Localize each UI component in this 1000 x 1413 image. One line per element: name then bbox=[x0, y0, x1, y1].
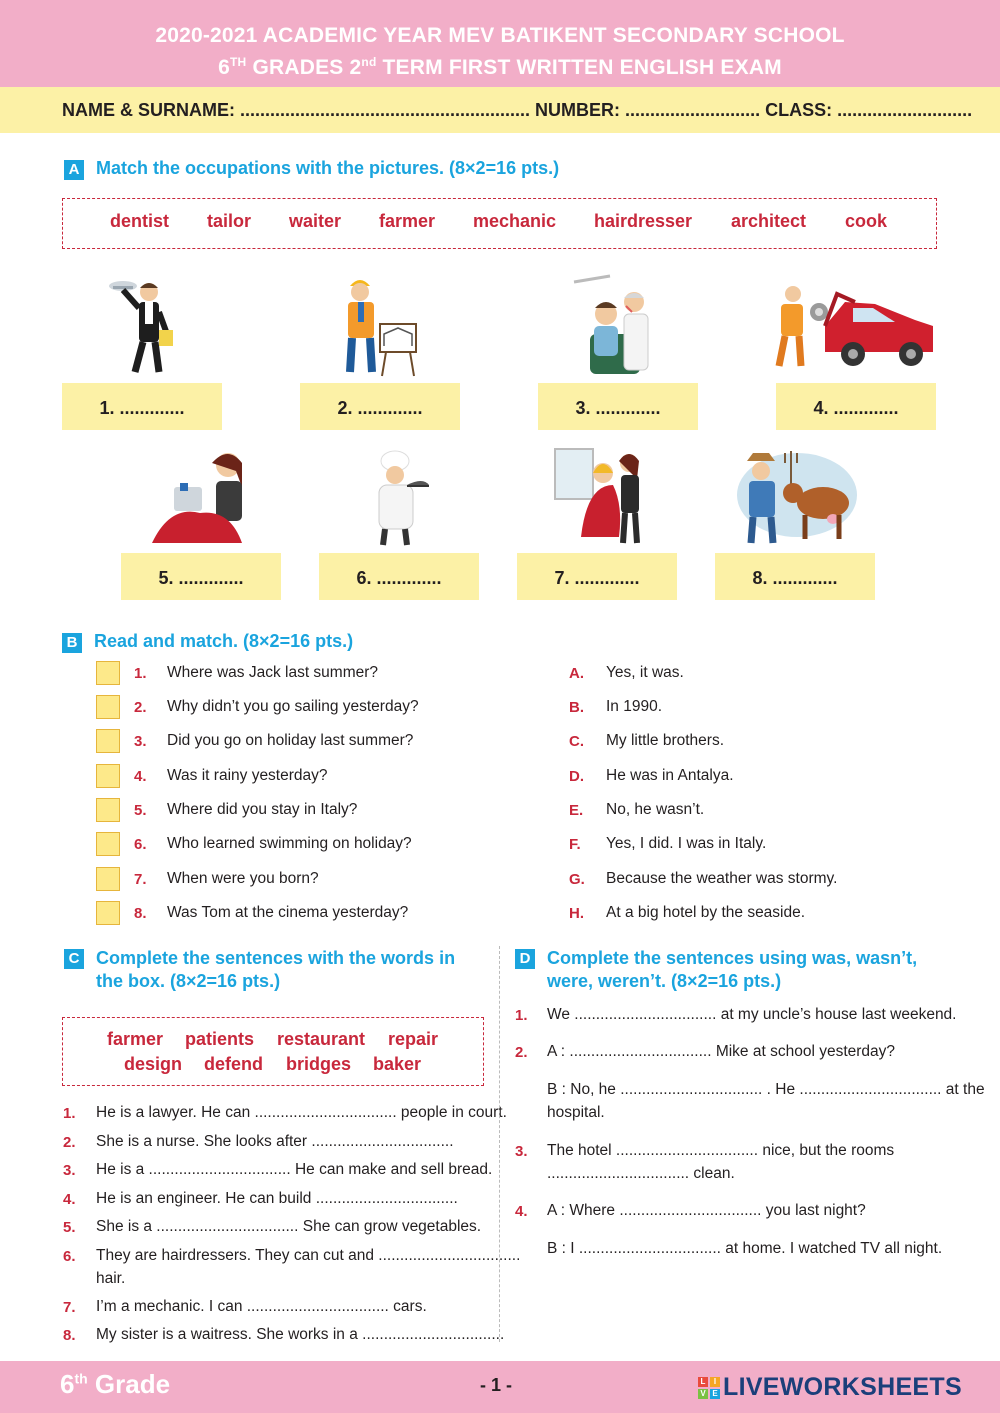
question-text: Where was Jack last summer? bbox=[167, 664, 379, 681]
section-d-badge: D bbox=[515, 949, 535, 969]
section-d-title-line-1: Complete the sentences using was, wasn’t, bbox=[547, 948, 918, 968]
answer-box-6[interactable]: 6. ............. bbox=[319, 553, 479, 600]
sentence-text: My sister is a waitress. She works in a ................................. bbox=[96, 1326, 505, 1343]
section-b-badge: B bbox=[62, 633, 82, 653]
word-baker: baker bbox=[373, 1054, 422, 1074]
sentence-text: We ................................. at my uncle’s house last weekend. bbox=[547, 1006, 957, 1023]
word-waiter: waiter bbox=[289, 211, 342, 231]
answer-text: No, he wasn’t. bbox=[606, 801, 705, 818]
answer-letter: C. bbox=[569, 733, 584, 750]
waiter-picture bbox=[105, 272, 185, 378]
question-text: Was it rainy yesterday? bbox=[167, 767, 328, 784]
question-text: When were you born? bbox=[167, 870, 319, 887]
answer-text: At a big hotel by the seaside. bbox=[606, 904, 806, 921]
answer-letter: A. bbox=[569, 665, 584, 682]
answer-box-5[interactable]: 5. ............. bbox=[121, 553, 281, 600]
answer-text: Yes, it was. bbox=[606, 664, 684, 681]
dialog-line-a: A : Where ................................. you last night? bbox=[547, 1202, 866, 1219]
sentence-text: They are hairdressers. They can cut and ................................. bbox=[96, 1247, 521, 1264]
answer-checkbox-4[interactable] bbox=[96, 764, 120, 788]
sentence-number: 4. bbox=[63, 1191, 76, 1208]
word-patients: patients bbox=[185, 1029, 255, 1049]
header-line-1: 2020-2021 ACADEMIC YEAR MEV BATIKENT SECONDARY SCHOOL bbox=[155, 24, 845, 47]
answer-letter: G. bbox=[569, 871, 585, 888]
section-c-title-line-2: the box. (8×2=16 pts.) bbox=[96, 971, 281, 991]
sentence-number: 1. bbox=[63, 1105, 76, 1122]
question-number: 7. bbox=[134, 871, 147, 888]
word-restaurant: restaurant bbox=[277, 1029, 366, 1049]
exam-header bbox=[0, 0, 1000, 87]
question-number: 6. bbox=[134, 836, 147, 853]
answer-letter: D. bbox=[569, 768, 584, 785]
word-hairdresser: hairdresser bbox=[594, 211, 693, 231]
sentence-text: He is a ................................. He can make and sell bread. bbox=[96, 1161, 493, 1178]
sentence-number: 8. bbox=[63, 1327, 76, 1344]
word-mechanic: mechanic bbox=[473, 211, 557, 231]
architect-picture bbox=[340, 272, 420, 378]
question-number: 8. bbox=[134, 905, 147, 922]
section-b-title: Read and match. (8×2=16 pts.) bbox=[94, 631, 354, 651]
sentence-text: He is an engineer. He can build ................................. bbox=[96, 1190, 458, 1207]
answer-box-7[interactable]: 7. ............. bbox=[517, 553, 677, 600]
word-dentist: dentist bbox=[110, 211, 170, 231]
answer-checkbox-8[interactable] bbox=[96, 901, 120, 925]
answer-checkbox-2[interactable] bbox=[96, 695, 120, 719]
sentence-number: 3. bbox=[63, 1162, 76, 1179]
word-cook: cook bbox=[845, 211, 888, 231]
question-number: 4. bbox=[134, 768, 147, 785]
question-text: Why didn’t you go sailing yesterday? bbox=[167, 698, 419, 715]
liveworksheets-logo-text[interactable]: LIVEWORKSHEETS bbox=[723, 1373, 962, 1401]
answer-checkbox-7[interactable] bbox=[96, 867, 120, 891]
answer-checkbox-1[interactable] bbox=[96, 661, 120, 685]
dialog-line-b: B : No, he ................................. . He ................................. at the bbox=[547, 1081, 985, 1098]
answer-letter: F. bbox=[569, 836, 581, 853]
section-c-title-line-1: Complete the sentences with the words in bbox=[96, 948, 456, 968]
answer-checkbox-6[interactable] bbox=[96, 832, 120, 856]
farmer-picture bbox=[733, 447, 858, 547]
sentence-text: He is a lawyer. He can ................................. people in court. bbox=[96, 1104, 507, 1121]
sentence-text: She is a nurse. She looks after ................................. bbox=[96, 1133, 454, 1150]
question-text: Where did you stay in Italy? bbox=[167, 801, 358, 818]
sentence-text: She is a ................................. She can grow vegetables. bbox=[96, 1218, 482, 1235]
word-farmer: farmer bbox=[107, 1029, 164, 1049]
page-number: - 1 - bbox=[480, 1375, 513, 1395]
word-design: design bbox=[124, 1054, 183, 1074]
sentence-text: The hotel ................................. nice, but the rooms bbox=[547, 1142, 895, 1159]
dialog-line-a: A : ................................. Mike at school yesterday? bbox=[547, 1043, 896, 1060]
word-defend: defend bbox=[204, 1054, 264, 1074]
answer-checkbox-5[interactable] bbox=[96, 798, 120, 822]
sentence-number: 4. bbox=[515, 1203, 528, 1220]
question-number: 2. bbox=[134, 699, 147, 716]
word-bridges: bridges bbox=[286, 1054, 352, 1074]
answer-box-1[interactable]: 1. ............. bbox=[62, 383, 222, 430]
answer-text: In 1990. bbox=[606, 698, 663, 715]
question-text: Was Tom at the cinema yesterday? bbox=[167, 904, 409, 921]
answer-box-2[interactable]: 2. ............. bbox=[300, 383, 460, 430]
word-farmer: farmer bbox=[379, 211, 436, 231]
answer-box-8[interactable]: 8. ............. bbox=[715, 553, 875, 600]
sentence-text-continued: ................................. clean. bbox=[547, 1165, 735, 1182]
question-number: 5. bbox=[134, 802, 147, 819]
question-number: 3. bbox=[134, 733, 147, 750]
sentence-word-box bbox=[62, 1017, 484, 1086]
answer-box-4[interactable]: 4. ............. bbox=[776, 383, 936, 430]
page-footer bbox=[0, 1361, 1000, 1413]
occupation-word-box bbox=[62, 198, 937, 249]
section-d-title-line-2: were, weren’t. (8×2=16 pts.) bbox=[547, 971, 782, 991]
column-divider bbox=[499, 946, 500, 1342]
dialog-line-b-continued: hospital. bbox=[547, 1104, 605, 1121]
name-number-class-bar: NAME & SURNAME: .......................................................... NUMBER: ........................... CLASS: ........................... bbox=[0, 87, 1000, 133]
header-line-2: 6TH GRADES 2nd TERM FIRST WRITTEN ENGLISH EXAM bbox=[218, 55, 782, 79]
answer-text: Yes, I did. I was in Italy. bbox=[606, 835, 767, 852]
sentence-text: I’m a mechanic. I can ................................. cars. bbox=[96, 1298, 427, 1315]
answer-letter: H. bbox=[569, 905, 584, 922]
sentence-number: 2. bbox=[515, 1044, 528, 1061]
section-a-title: Match the occupations with the pictures. (8×2=16 pts.) bbox=[96, 158, 560, 178]
dialog-line-b: B : I ................................. at home. I watched TV all night. bbox=[547, 1240, 943, 1257]
answer-text: He was in Antalya. bbox=[606, 767, 734, 784]
sentence-number: 5. bbox=[63, 1219, 76, 1236]
sentence-number: 2. bbox=[63, 1134, 76, 1151]
question-text: Who learned swimming on holiday? bbox=[167, 835, 412, 852]
answer-text: Because the weather was stormy. bbox=[606, 870, 838, 887]
question-number: 1. bbox=[134, 665, 147, 682]
sentence-number: 1. bbox=[515, 1007, 528, 1024]
answer-letter: B. bbox=[569, 699, 584, 716]
question-text: Did you go on holiday last summer? bbox=[167, 732, 414, 749]
word-repair: repair bbox=[388, 1029, 439, 1049]
dentist-picture bbox=[570, 274, 665, 378]
word-architect: architect bbox=[731, 211, 807, 231]
sentence-number: 3. bbox=[515, 1143, 528, 1160]
sentence-text-continued: hair. bbox=[96, 1270, 126, 1287]
sentence-number: 7. bbox=[63, 1299, 76, 1316]
grade-label: 6th Grade bbox=[60, 1369, 171, 1399]
section-c-badge: C bbox=[64, 949, 84, 969]
answer-letter: E. bbox=[569, 802, 584, 819]
section-a-badge: A bbox=[64, 160, 84, 180]
mechanic-picture bbox=[775, 282, 937, 368]
answer-box-3[interactable]: 3. ............. bbox=[538, 383, 698, 430]
word-tailor: tailor bbox=[207, 211, 252, 231]
tailor-picture bbox=[150, 447, 250, 547]
cook-picture bbox=[363, 447, 433, 547]
liveworksheets-logo-icon: L I V E bbox=[698, 1377, 720, 1399]
answer-text: My little brothers. bbox=[606, 732, 725, 749]
hairdresser-picture bbox=[553, 445, 643, 545]
sentence-number: 6. bbox=[63, 1248, 76, 1265]
answer-checkbox-3[interactable] bbox=[96, 729, 120, 753]
